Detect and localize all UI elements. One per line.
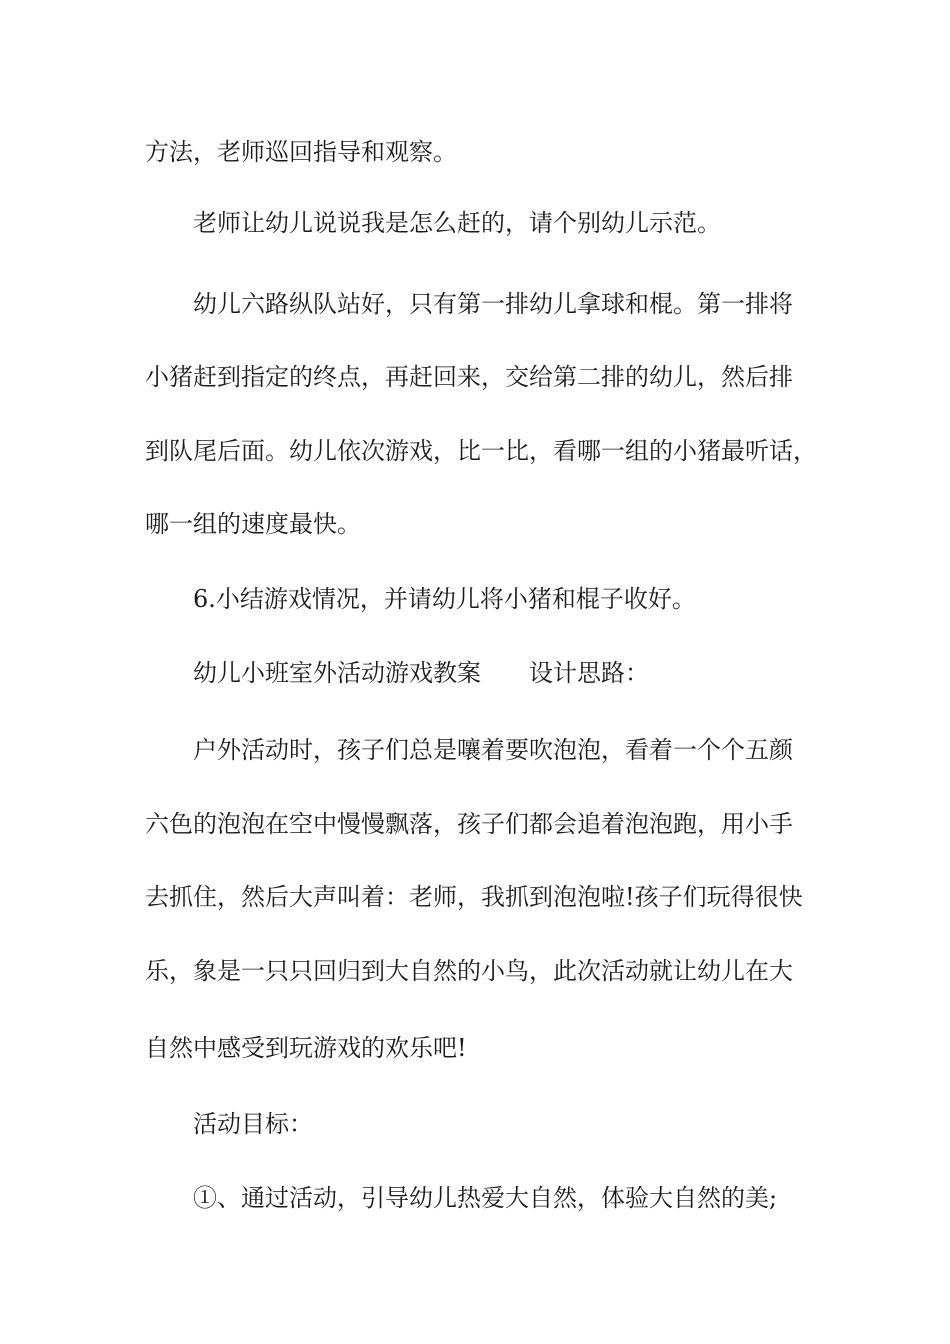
text-line: ①、通过活动，引导幼儿热爱大自然，体验大自然的美; <box>193 1184 778 1212</box>
text-line: 方法，老师巡回指导和观察。 <box>145 138 457 166</box>
heading-subtitle: 设计思路： <box>529 659 649 687</box>
text-line: 户外活动时，孩子们总是嚷着要吹泡泡，看着一个个五颜 <box>193 736 793 764</box>
section-heading <box>193 653 893 693</box>
text-line: 小猪赶到指定的终点，再赶回来，交给第二排的幼儿，然后排 <box>145 363 793 391</box>
text-line: 老师让幼儿说说我是怎么赶的，请个别幼儿示范。 <box>193 209 721 237</box>
text-line: 哪一组的速度最快。 <box>145 510 361 538</box>
text-line: 六色的泡泡在空中慢慢飘落，孩子们都会追着泡泡跑，用小手 <box>145 810 793 838</box>
heading-title: 幼儿小班室外活动游戏教案 <box>193 659 481 687</box>
text-line: 自然中感受到玩游戏的欢乐吧! <box>145 1034 467 1062</box>
text-line: 活动目标： <box>193 1110 313 1138</box>
text-line: 乐，象是一只只回归到大自然的小鸟，此次活动就让幼儿在大 <box>145 957 793 985</box>
text-line: 去抓住，然后大声叫着：老师，我抓到泡泡啦!孩子们玩得很快 <box>145 883 803 911</box>
text-line: 到队尾后面。幼儿依次游戏，比一比，看哪一组的小猪最听话， <box>145 437 817 465</box>
text-line: 6.小结游戏情况，并请幼儿将小猪和棍子收好。 <box>193 585 696 613</box>
text-line: 幼儿六路纵队站好，只有第一排幼儿拿球和棍。第一排将 <box>193 290 793 318</box>
